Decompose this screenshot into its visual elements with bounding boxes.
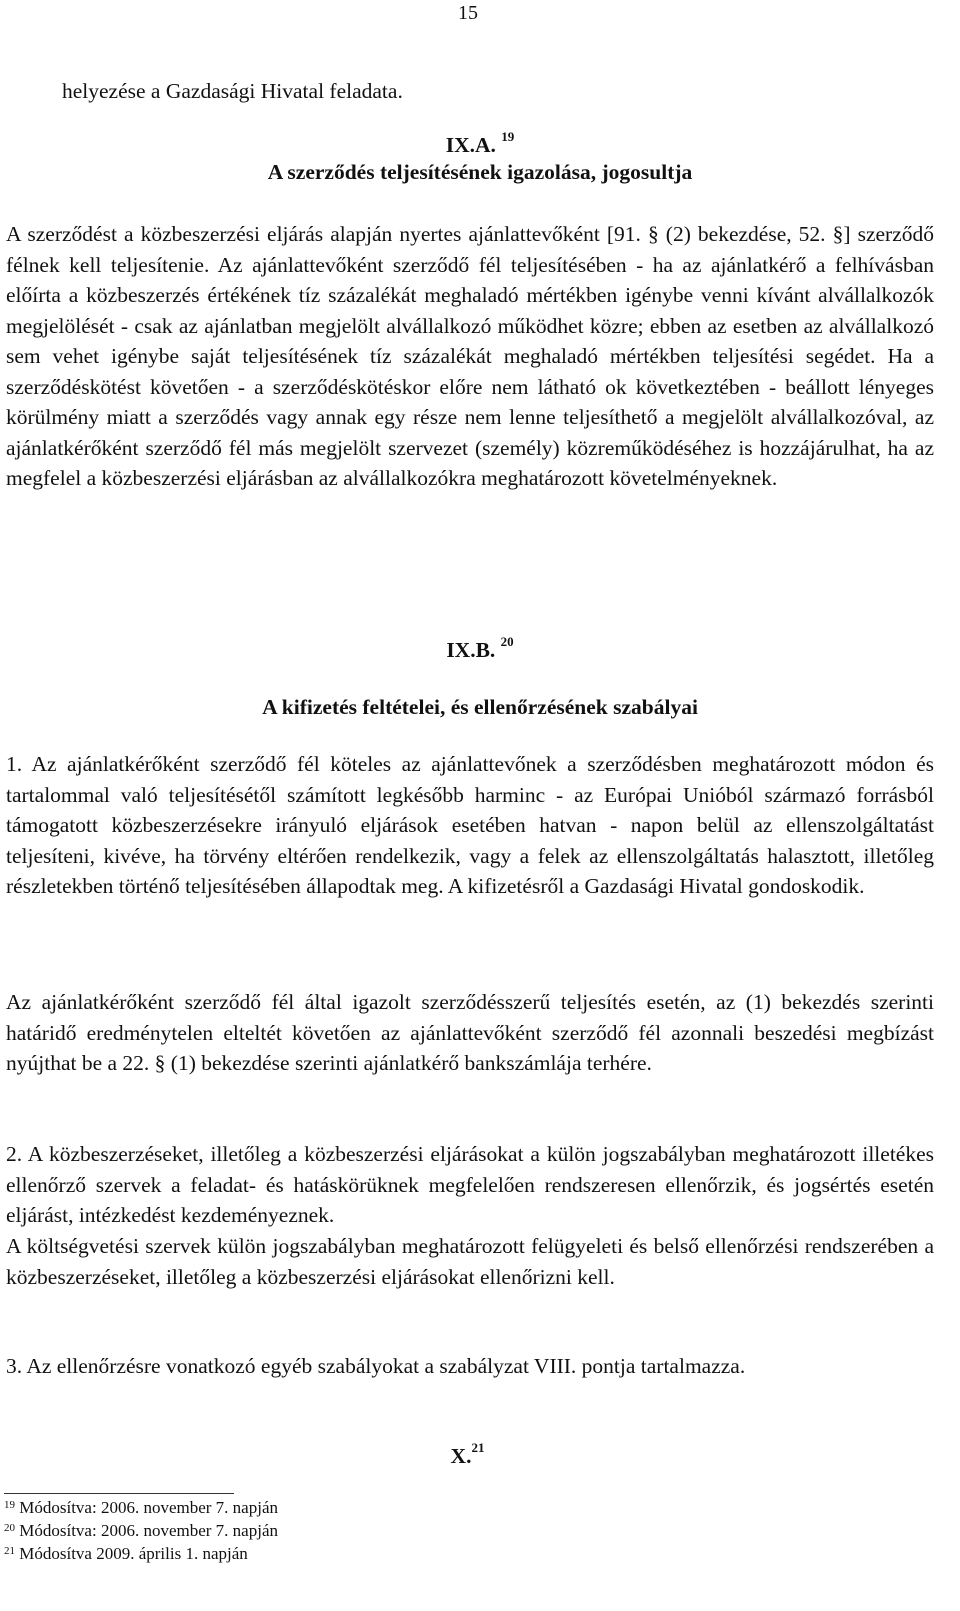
footnote-21-ref: 21 [4, 1545, 15, 1557]
page-number: 15 [458, 2, 478, 24]
control-paragraph-2: A költségvetési szervek külön jogszabályban meghatározott felügyeleti és belső ellenőrzési rendszerében a közbeszerzéseket, illetőleg a közbeszerzési eljárásokat ellenőrizni kell. [6, 1234, 934, 1289]
section-b-heading-number [0, 634, 960, 663]
footnote-19 [4, 1497, 278, 1519]
payment-paragraph-1: 1. Az ajánlatkérőként szerződő fél köteles az ajánlattevőnek a szerződésben meghatározott módon és tartalommal való teljesítésétől számított legkésőbb harminc - az Európai Unióból származó forrásból támogatott közbeszerzésekre irányuló eljárások esetében hatvan - napon belül az ellenszolgáltatást teljesíteni, kivéve, ha törvény eltérően rendelkezik, vagy a felek az ellenszolgáltatás halasztott, illetőleg részletekben történő teljesítésében állapodtak meg. A kifizetésről a Gazdasági Hivatal gondoskodik. [6, 752, 934, 898]
footnote-21-text: Módosítva 2009. április 1. napján [19, 1544, 248, 1563]
footnote-20-text: Módosítva: 2006. november 7. napján [19, 1521, 278, 1540]
footnote-19-text: Módosítva: 2006. november 7. napján [19, 1498, 278, 1517]
section-b-title: A kifizetés feltételei, és ellenőrzésének szabályai [262, 695, 698, 719]
section-a-number: IX.A. [445, 133, 496, 157]
footnote-ref-20: 20 [500, 634, 514, 649]
footnote-20 [4, 1520, 278, 1542]
section-a-title: A szerződés teljesítésének igazolása, jogosultja [267, 160, 693, 184]
control-paragraph-1: 2. A közbeszerzéseket, illetőleg a közbeszerzési eljárásokat a külön jogszabályban meghatározott illetékes ellenőrző szervek a feladat- és hatáskörüknek megfelelően rendszeresen ellenőrzik, és jogsértés esetén eljárást, intézkedést kezdeményeznek. [6, 1142, 934, 1227]
footnote-20-ref: 20 [4, 1522, 15, 1534]
section-b-number: IX.B. [446, 638, 496, 662]
intro-line: helyezése a Gazdasági Hivatal feladata. [62, 79, 403, 103]
section-a-paragraph: A szerződést a közbeszerzési eljárás alapján nyertes ajánlattevőként [91. § (2) bekezdése, 52. §] szerződő félnek kell teljesítenie. Az ajánlattevőként szerződő fél teljesítésében - ha az ajánlatkérő a felhívásban előírta a közbeszerzés értékének tíz százalékát meghaladó mértékben igénybe venni kívánt alvállalkozók megjelölését - csak az ajánlatban megjelölt alvállalkozó működhet közre; ebben az esetben az alvállalkozó sem vehet igénybe saját teljesítésének tíz százalékát meghaladó mértékben teljesítési segédet. Ha a szerződéskötést követően - a szerződéskötéskor előre nem látható ok következtében - beállott lényeges körülmény miatt a szerződés vagy annak egy része nem lenne teljesíthető a megjelölt alvállalkozóval, az ajánlatkérőként szerződő fél más megjelölt szervezet (személy) közreműködéséhez is hozzájárulhat, ha az megfelel a közbeszerzési eljárásban az alvállalkozókra meghatározott követelményeknek. [6, 222, 934, 490]
control-paragraph-3: 3. Az ellenőrzésre vonatkozó egyéb szabályokat a szabályzat VIII. pontja tartalmazza. [6, 1354, 746, 1378]
footnote-ref-21: 21 [471, 1440, 485, 1455]
footnote-21 [4, 1543, 248, 1565]
section-x-heading-number [0, 1440, 935, 1469]
footnote-separator [4, 1493, 234, 1494]
section-x-number: X. [450, 1444, 472, 1468]
payment-paragraph-2: Az ajánlatkérőként szerződő fél által igazolt szerződésszerű teljesítés esetén, az (1) bekezdés szerinti határidő eredménytelen elteltét követően az ajánlattevőként szerződő fél azonnali beszedési megbízást nyújthat be a 22. § (1) bekezdése szerinti ajánlatkérő bankszámlája terhére. [6, 990, 934, 1075]
footnote-ref-19: 19 [501, 129, 515, 144]
section-a-heading-number [0, 129, 960, 158]
footnote-19-ref: 19 [4, 1499, 15, 1511]
